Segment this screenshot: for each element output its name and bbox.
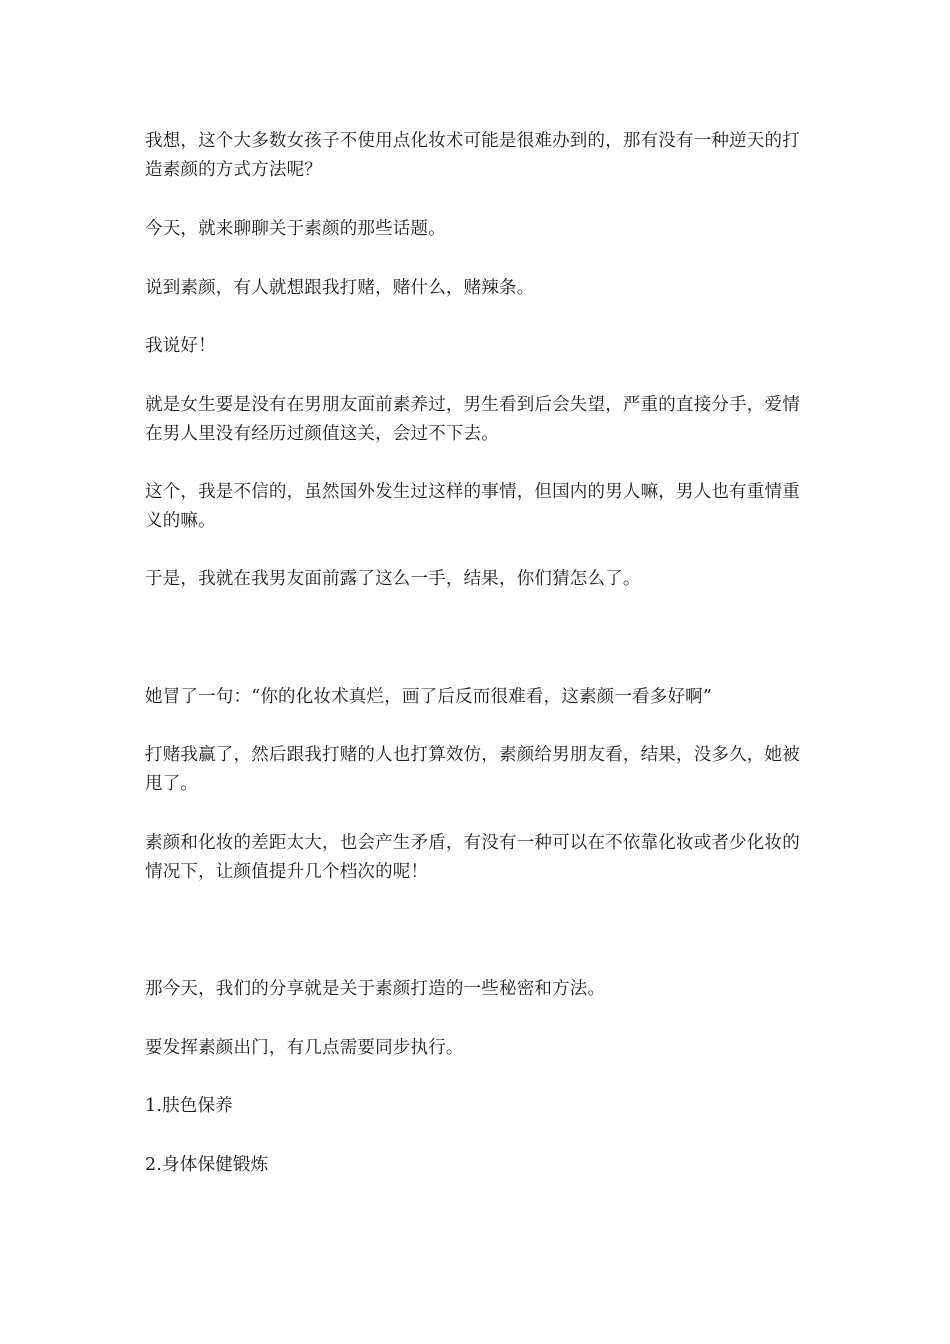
paragraph-5: 就是女生要是没有在男朋友面前素养过，男生看到后会失望，严重的直接分手，爱情在男人里没有经历过颜值这关，会过不下去。 — [145, 395, 800, 444]
paragraph-3: 说到素颜，有人就想跟我打赌，赌什么，赌辣条。 — [145, 278, 535, 298]
paragraph-11: 那今天，我们的分享就是关于素颜打造的一些秘密和方法。 — [145, 979, 606, 999]
list-item-2: 2.身体保健锻炼 — [145, 1155, 269, 1175]
paragraph-2: 今天，就来聊聊关于素颜的那些话题。 — [145, 219, 446, 239]
paragraph-4: 我说好！ — [145, 336, 216, 356]
paragraph-7: 于是，我就在我男友面前露了这么一手，结果，你们猜怎么了。 — [145, 569, 641, 589]
paragraph-6: 这个，我是不信的，虽然国外发生过这样的事情，但国内的男人嘛，男人也有重情重义的嘛。 — [145, 482, 800, 531]
list-item-1: 1.肤色保养 — [145, 1096, 233, 1116]
paragraph-10: 素颜和化妆的差距太大，也会产生矛盾，有没有一种可以在不依靠化妆或者少化妆的情况下，让颜值提升几个档次的呢！ — [145, 833, 800, 882]
paragraph-8: 她冒了一句：“你的化妆术真烂，画了后反而很难看，这素颜一看多好啊” — [145, 687, 712, 707]
paragraph-12: 要发挥素颜出门，有几点需要同步执行。 — [145, 1038, 464, 1058]
paragraph-1: 我想，这个大多数女孩子不使用点化妆术可能是很难办到的，那有没有一种逆天的打造素颜的方式方法呢？ — [145, 131, 800, 180]
paragraph-9: 打赌我赢了，然后跟我打赌的人也打算效仿，素颜给男朋友看，结果，没多久，她被甩了。 — [145, 745, 800, 794]
